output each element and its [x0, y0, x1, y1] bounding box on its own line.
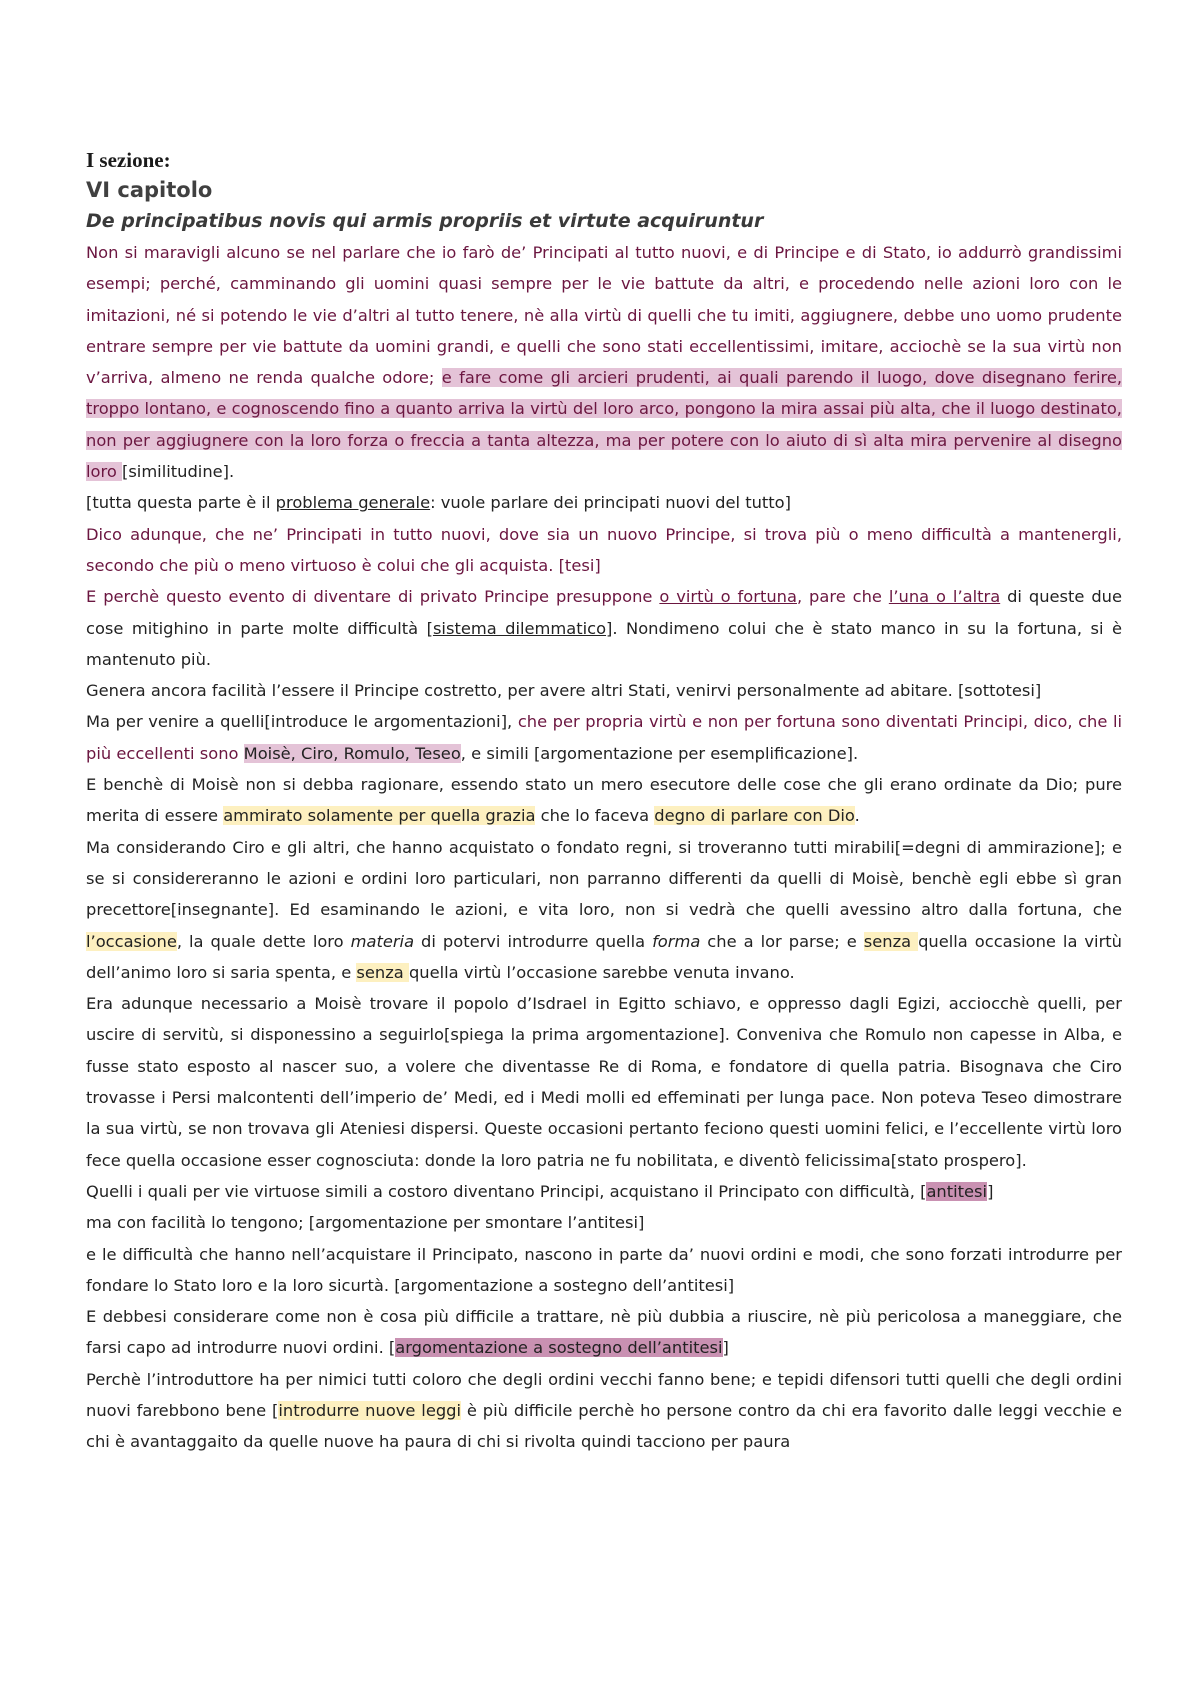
paragraph: Genera ancora facilità l’essere il Principe costretto, per avere altri Stati, venirvi personalmente ad abitare. [sottotesi]	[86, 681, 1042, 701]
text-run: ]	[722, 1338, 729, 1358]
paragraph: Era adunque necessario a Moisè trovare il popolo d’Isdrael in Egitto schiavo, e oppresso dagli Egizi, acciocchè quelli, per uscire di servitù, si disponessino a seguirlo[spiega la prima argomentazione]. Conveniva che Romulo non capesse in Alba, e fusse stato esposto al nascer suo, a volere che diventasse Re di Roma, e fondatore di quella patria. Bisognava che Ciro trovasse i Persi malcontenti dell’imperio de’ Medi, ed i Medi molli ed effeminati per lunga pace. Non poteva Teseo dimostrare la sua virtù, se non trovava gli Ateniesi dispersi. Queste occasioni pertanto feciono questi uomini felici, e l’eccellente virtù loro fece quella occasione esser cognosciuta: donde la loro patria ne fu nobilitata, e diventò felicissima[stato prospero].	[86, 994, 1122, 1170]
paragraph	[86, 237, 1122, 487]
highlight-yellow: senza	[863, 931, 919, 951]
underlined-term: l’una o l’altra	[888, 587, 1001, 607]
paragraph	[86, 832, 1122, 988]
underlined-term: o virtù o fortuna	[659, 587, 797, 607]
highlight-pink: e fare come gli arcieri prudenti, ai quali parendo il luogo, dove disegnano ferire, troppo lontano, e cognoscendo fino a quanto arriva la virtù del loro arco, pongono la mira assai più alta, che il luogo destinato, non per aggiugnere con la loro forza o freccia a tanta altezza, ma per potere con lo aiuto di sì alta mira pervenire al disegno loro	[86, 368, 1123, 482]
highlight-yellow: senza	[356, 962, 409, 982]
text-run: .	[854, 806, 860, 826]
document-body	[86, 237, 1122, 1458]
highlight-yellow: ammirato solamente per quella grazia	[223, 806, 536, 826]
text-run: che per propria virtù e non per fortuna sono diventati Principi, dico, che li più eccellenti sono	[86, 712, 1122, 763]
chapter-subtitle: De principatibus novis qui armis propriis et virtute acquiruntur	[86, 210, 764, 232]
paragraph	[86, 1176, 1122, 1207]
highlight-yellow: degno di parlare con Dio	[654, 806, 855, 826]
text-run: di potervi introdurre quella	[414, 931, 653, 951]
text-run: Quelli i quali per vie virtuose simili a costoro diventano Principi, acquistano il Principato con difficultà, [	[86, 1181, 927, 1201]
italic-term: forma	[652, 931, 701, 951]
text-run: : vuole parlare dei principati nuovi del tutto]	[430, 493, 791, 513]
text-run: Non si maravigli alcuno se nel parlare che io farò de’ Principati al tutto nuovi, e di Principe e di Stato, io addurrò grandissimi esempi; perché, camminando gli uomini quasi sempre per le vie battute da altri, e procedendo nelle azioni loro con le imitazioni, né si potendo le vie d’altri al tutto tenere, nè alla virtù di quelli che tu imiti, aggiugnere, debbe uno uomo prudente entrare sempre per vie battute da uomini grandi, e quelli che sono stati eccellentissimi, imitare, acciochè se la sua virtù non v’arriva, almeno ne renda qualche odore;	[86, 243, 1122, 388]
chapter-heading: VI capitolo	[86, 178, 213, 202]
text-run: Ma per venire a quelli[introduce le argomentazioni],	[86, 712, 518, 732]
paragraph: ma con facilità lo tengono; [argomentazione per smontare l’antitesi]	[86, 1213, 645, 1233]
text-run: E benchè di Moisè non si debba ragionare, essendo stato un mero esecutore delle cose che gli erano ordinate da Dio; pure merita di essere	[86, 775, 1122, 826]
underlined-term: sistema dilemmatico	[432, 618, 607, 638]
highlight-yellow: l’occasione	[86, 931, 177, 951]
text-run: che lo faceva	[535, 806, 655, 826]
paragraph: e le difficultà che hanno nell’acquistare il Principato, nascono in parte da’ nuovi ordini e modi, che sono forzati introdurre per fondare lo Stato loro e la loro sicurtà. [argomentazione a sostegno dell’antitesi]	[86, 1244, 1122, 1295]
highlight-dark-pink: antitesi	[926, 1181, 988, 1201]
annotation: [similitudine].	[121, 462, 235, 482]
paragraph	[86, 1301, 1122, 1364]
text-run: ]	[987, 1181, 994, 1201]
paragraph	[86, 706, 1122, 769]
text-run: , pare che	[796, 587, 889, 607]
paragraph	[86, 487, 1122, 518]
paragraph: Dico adunque, che ne’ Principati in tutto nuovi, dove sia un nuovo Principe, si trova più o meno difficultà a mantenergli, secondo che più o meno virtuoso è colui che gli acquista. [tesi]	[86, 524, 1122, 575]
text-run: , e simili [argomentazione per esemplificazione].	[460, 743, 859, 763]
text-run: , la quale dette loro	[176, 931, 351, 951]
section-heading: I sezione:	[86, 148, 171, 172]
text-run: ]. Nondimeno colui che è stato manco in su la fortuna, si è mantenuto più.	[86, 618, 1122, 669]
text-run: E debbesi considerare come non è cosa più difficile a trattare, nè più dubbia a riuscire, nè più pericolosa a maneggiare, che farsi capo ad introdurre nuovi ordini. [	[86, 1307, 1122, 1358]
paragraph	[86, 769, 1122, 832]
italic-term: materia	[350, 931, 415, 951]
text-run: E perchè questo evento di diventare di privato Principe presuppone	[86, 587, 660, 607]
text-run: che a lor parse; e	[700, 931, 864, 951]
text-run: [tutta questa parte è il	[86, 493, 276, 513]
text-run: Perchè l’introduttore ha per nimici tutti coloro che degli ordini vecchi fanno bene; e tepidi difensori tutti quelli che degli ordini nuovi farebbono bene [	[86, 1369, 1122, 1420]
paragraph	[86, 581, 1122, 675]
underlined-term: problema generale	[275, 493, 431, 513]
highlight-dark-pink: argomentazione a sostegno dell’antitesi	[395, 1338, 723, 1358]
text-run: quella virtù l’occasione sarebbe venuta invano.	[408, 962, 795, 982]
highlight-pink: Moisè, Ciro, Romulo, Teseo	[243, 743, 461, 763]
text-run: quella occasione la virtù dell’animo loro si saria spenta, e	[86, 931, 1122, 982]
text-run: è più difficile perchè ho persone contro da chi era favorito dalle leggi vecchie e chi è avantaggaito da quelle nuove ha paura di chi si rivolta quindi tacciono per paura	[86, 1400, 1122, 1452]
text-run: Ma considerando Ciro e gli altri, che hanno acquistato o fondato regni, si troveranno tutti mirabili[=degni di ammirazione]; e se si considereranno le azioni e ordini loro particulari, non parranno differenti da quelli di Moisè, benchè egli ebbe sì gran precettore[insegnante]. Ed esaminando le azioni, e vita loro, non si vedrà che quelli avessino altro dalla fortuna, che	[86, 837, 1122, 920]
paragraph	[86, 1364, 1122, 1458]
highlight-yellow: introdurre nuove leggi	[278, 1400, 462, 1420]
text-run: di queste due cose mitighino in parte molte difficultà [	[86, 587, 1123, 638]
